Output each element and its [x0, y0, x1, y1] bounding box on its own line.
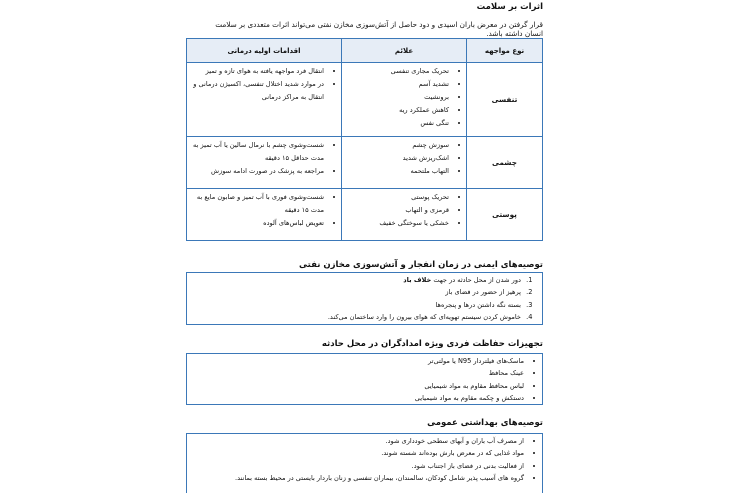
hygiene-item: • از مصرف آب باران و آبهای سطحی خودداری شود.: [191, 435, 524, 447]
symptom-item: • تنگی نفس: [345, 117, 449, 130]
safety-list-box: [186, 272, 543, 325]
symptom-item: • تشدید آسم: [345, 78, 449, 91]
action-item: • تعویض لباس‌های آلوده: [190, 217, 324, 230]
header-symptoms: علائم: [342, 39, 467, 63]
health-effects-table: [186, 38, 543, 241]
ppe-item: • عینک محافظ: [191, 367, 524, 379]
symptom-item: • التهاب ملتحمه: [345, 165, 449, 178]
table-row-skin: [187, 189, 543, 241]
symptom-item: • اشک‌ریزش شدید: [345, 152, 449, 165]
table-row-respiratory: [187, 63, 543, 137]
symptom-item: • تحریک مجاری تنفسی: [345, 65, 449, 78]
symptom-item: • کاهش عملکرد ریه: [345, 104, 449, 117]
safety-heading: توصیه‌های ایمنی در زمان انفجار و آتش‌سوزی مخازن نفتی: [299, 260, 543, 270]
intro-paragraph: قرار گرفتن در معرض باران اسیدی و دود حاصل از آتش‌سوزی مخازن نفتی می‌تواند اثرات متعددی بر سلامت انسان داشته باشد.: [215, 20, 543, 38]
cell-symptoms: [342, 189, 467, 241]
action-item: • در موارد شدید اختلال تنفسی، اکسیژن درمانی و انتقال به مراکز درمانی: [190, 78, 324, 104]
hygiene-item: • گروه های آسیب پذیر شامل کودکان، سالمندان، بیماران تنفسی و زنان باردار بایستی در محیط بسته بمانند.: [191, 472, 524, 484]
safety-item: 2. پرهیز از حضور در فضای باز: [191, 286, 524, 298]
symptom-item: • قرمزی و التهاب: [345, 204, 449, 217]
cell-actions: [187, 63, 342, 137]
ppe-heading: تجهیزات حفاظت فردی ویژه امدادگران در محل حادثه: [321, 339, 543, 349]
hygiene-item: • مواد غذایی که در معرض بارش بوده‌اند شسته شوند.: [191, 447, 524, 459]
ppe-item: • دستکش و چکمه مقاوم به مواد شیمیایی: [191, 392, 524, 404]
ppe-list-box: [186, 353, 543, 405]
cell-actions: [187, 189, 342, 241]
safety-item-emphasis: خلاف باد: [403, 276, 432, 284]
safety-item: 4. خاموش کردن سیستم تهویه‌ای که هوای بیرون را وارد ساختمان می‌کند.: [191, 311, 524, 323]
cell-symptoms: [342, 63, 467, 137]
header-exposure-type: نوع مواجهه: [467, 39, 543, 63]
cell-type: پوستی: [467, 189, 543, 241]
hygiene-list-box: [186, 433, 543, 493]
ppe-item: • ماسک‌های فیلتردار N95 یا مولتی‌تر: [191, 355, 524, 367]
symptom-item: • سوزش چشم: [345, 139, 449, 152]
cell-actions: [187, 137, 342, 189]
safety-item-text: دور شدن از محل حادثه در جهت: [431, 276, 521, 284]
action-item: • شست‌وشوی فوری با آب تمیز و صابون مایع به مدت ۱۵ دقیقه: [190, 191, 324, 217]
action-item: • انتقال فرد مواجهه یافته به هوای تازه و تمیز: [190, 65, 324, 78]
cell-symptoms: [342, 137, 467, 189]
table-header-row: [187, 39, 543, 63]
symptom-item: • خشکی یا سوختگی خفیف: [345, 217, 449, 230]
action-item: • مراجعه به پزشک در صورت ادامه سوزش: [190, 165, 324, 178]
symptom-item: • تحریک پوستی: [345, 191, 449, 204]
ppe-item: • لباس محافظ مقاوم به مواد شیمیایی: [191, 380, 524, 392]
header-first-aid: اقدامات اولیه درمانی: [187, 39, 342, 63]
hygiene-heading: توصیه‌های بهداشتی عمومی: [427, 418, 543, 428]
safety-item: 3. بسته نگه داشتن درها و پنجره‌ها: [191, 299, 524, 311]
symptom-item: • برونشیت: [345, 91, 449, 104]
safety-item: [191, 274, 524, 286]
cell-type: تنفسی: [467, 63, 543, 137]
hygiene-item: • از فعالیت بدنی در فضای باز اجتناب شود.: [191, 460, 524, 472]
table-row-eye: [187, 137, 543, 189]
cell-type: چشمی: [467, 137, 543, 189]
health-effects-heading: اثرات بر سلامت: [476, 2, 543, 12]
action-item: • شست‌وشوی چشم با نرمال سالین یا آب تمیز به مدت حداقل ۱۵ دقیقه: [190, 139, 324, 165]
